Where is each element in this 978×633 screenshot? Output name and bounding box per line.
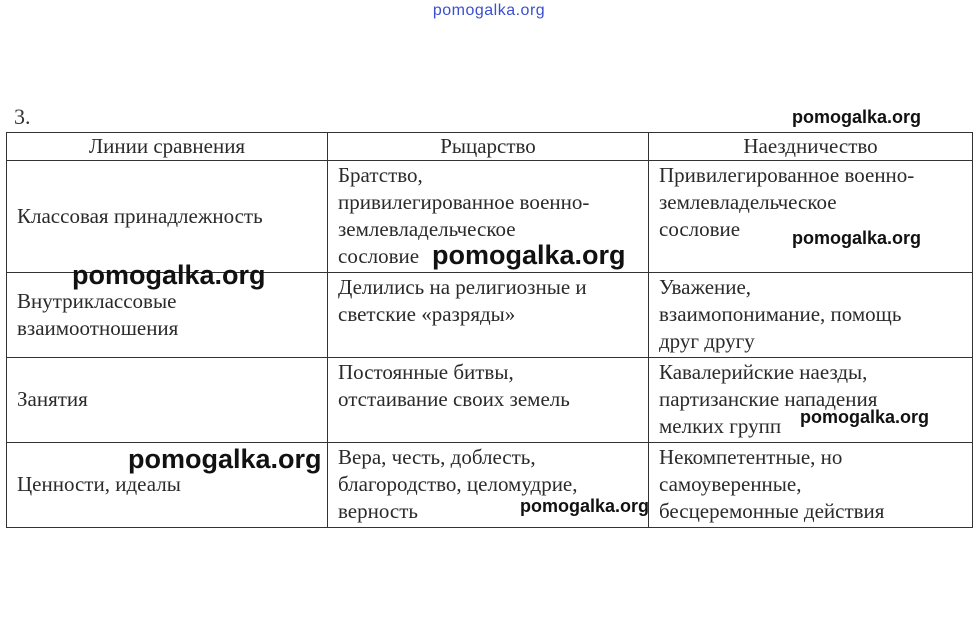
watermark-text: pomogalka.org bbox=[72, 260, 266, 290]
riders-class-cell bbox=[649, 161, 973, 273]
top-watermark: pomogalka.org bbox=[432, 2, 546, 19]
watermark-text: pomogalka.org bbox=[520, 496, 650, 516]
cell-line: бесцеремонные действия bbox=[659, 499, 885, 523]
cell-line: землевладельческое bbox=[659, 190, 837, 214]
cell-line: мелких групп bbox=[659, 414, 782, 438]
cell-line: Кавалерийские наезды, bbox=[659, 360, 868, 384]
cell-line: взаимопонимание, помощь bbox=[659, 302, 902, 326]
cell-line: сословие bbox=[338, 244, 420, 268]
row-label-occupations bbox=[7, 358, 328, 443]
cell-line: Ценности, идеалы bbox=[17, 472, 181, 496]
cell-line: Привилегированное военно- bbox=[659, 163, 915, 187]
cell-line: Занятия bbox=[17, 387, 88, 411]
cell-line: взаимоотношения bbox=[17, 315, 179, 340]
cell-line: привилегированное военно- bbox=[338, 190, 590, 214]
cell-line: Внутриклассовые bbox=[17, 288, 177, 313]
watermark-text: pomogalka.org bbox=[792, 228, 922, 248]
header-comparison-lines: Линии сравнения bbox=[7, 133, 328, 161]
cell-line: Некомпетентные, но bbox=[659, 445, 843, 469]
cell-line: отстаивание своих земель bbox=[338, 387, 570, 411]
cell-line: Вера, честь, доблесть, bbox=[338, 445, 536, 469]
watermark-text: pomogalka.org bbox=[432, 240, 626, 270]
riders-occupations-cell bbox=[649, 358, 973, 443]
table-header-row bbox=[7, 133, 973, 161]
header-knighthood: Рыцарство bbox=[328, 133, 649, 161]
cell-line: самоуверенные, bbox=[659, 472, 802, 496]
cell-line: друг другу bbox=[659, 329, 755, 353]
cell-line: Делились на религиозные и bbox=[338, 275, 587, 299]
knights-occupations-cell bbox=[328, 358, 649, 443]
cell-line: землевладельческое bbox=[338, 217, 516, 241]
cell-line: Классовая принадлежность bbox=[17, 203, 263, 228]
watermark-text: pomogalka.org bbox=[128, 444, 322, 474]
cell-line: партизанские нападения bbox=[659, 387, 878, 411]
cell-line: сословие bbox=[659, 217, 741, 241]
riders-values-cell bbox=[649, 443, 973, 528]
watermark-text: pomogalka.org bbox=[792, 107, 922, 127]
cell-line: Братство, bbox=[338, 163, 423, 187]
table-row bbox=[7, 358, 973, 443]
cell-line: Постоянные битвы, bbox=[338, 360, 514, 384]
cell-line: благородство, целомудрие, bbox=[338, 472, 578, 496]
task-number: 3. bbox=[14, 104, 31, 129]
cell-line: верность bbox=[338, 499, 418, 523]
cell-line: светские «разряды» bbox=[338, 302, 516, 326]
watermark-text: pomogalka.org bbox=[800, 407, 930, 427]
riders-relations-cell bbox=[649, 273, 973, 358]
row-label-class bbox=[7, 161, 328, 273]
cell-line: Уважение, bbox=[659, 275, 752, 299]
knights-relations-cell bbox=[328, 273, 649, 358]
header-riders: Наездничество bbox=[649, 133, 973, 161]
